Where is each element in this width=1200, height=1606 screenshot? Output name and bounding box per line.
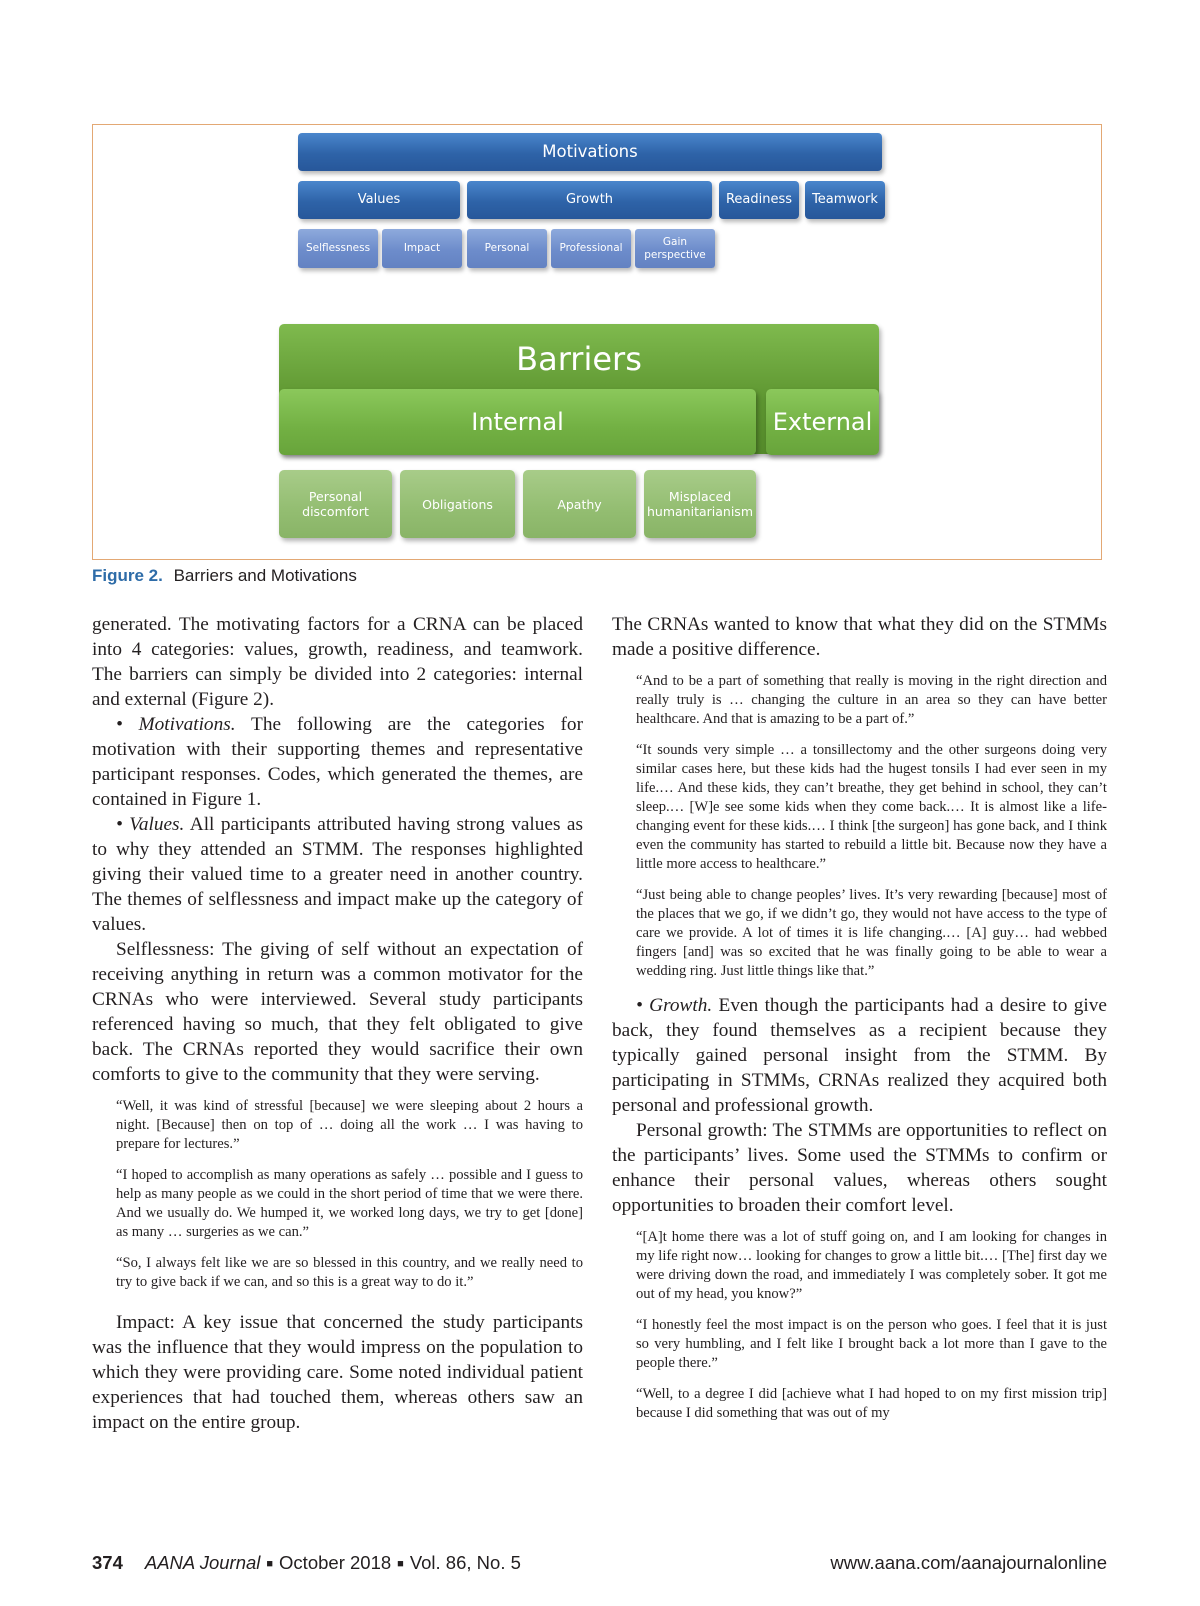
- journal-name: AANA Journal: [144, 1552, 261, 1573]
- misplaced-humanitarianism-box: [644, 470, 756, 538]
- paragraph: The CRNAs wanted to know that what they did on the STMMs made a positive difference.: [612, 614, 1107, 660]
- values-text: All participants attributed having strong values as to why they attended an STMM. The responses highlighted giving their valued time to a greater need in another country. The themes of selflessness and impact make up the category of values.: [92, 814, 583, 935]
- values-heading: • Values.: [116, 814, 185, 835]
- quote: “I honestly feel the most impact is on the person who goes. I feel that it is just so very humbling, and I felt like I brought back a lot more than I gave to the people there.”: [636, 1317, 1107, 1371]
- page-footer: [92, 1552, 1107, 1574]
- right-column: [612, 612, 1107, 1435]
- quote: “Just being able to change peoples’ lives. It’s very rewarding [because] most of the places that we go, if we didn’t go, they would not have access to the type of care we provide. A lot of times it is life changing.… [A] guy… had webbed fingers [and] was so excited that he was finally going to be able to wear a wedding ring. Just little things like that.”: [636, 887, 1107, 979]
- figure-caption: [92, 566, 357, 586]
- obligations-box: Obligations: [400, 470, 515, 538]
- quote: “I hoped to accomplish as many operations as safely … possible and I guess to help as many people as we could in the short period of time that we were there. And we usually do. We humped it, we worked long days, we try to get [done] as many … surgeries as we can.”: [116, 1167, 583, 1240]
- professional-growth-box: Professional: [551, 229, 631, 268]
- motivations-paragraph: [92, 712, 583, 812]
- growth-box: Growth: [467, 181, 712, 219]
- personal-discomfort-line2: discomfort: [302, 504, 369, 519]
- issue-date: October 2018: [279, 1552, 392, 1573]
- external-box: External: [766, 389, 879, 455]
- misplaced-line2: humanitarianism: [647, 504, 753, 519]
- personal-growth-paragraph: Personal growth: The STMMs are opportunities to reflect on the participants’ lives. Some used the STMMs to confirm or enhance their personal values, whereas others sought opportunities to broaden their comfort level.: [612, 1120, 1107, 1216]
- growth-text: Even though the participants had a desire to give back, they found themselves as a recipient because they typically gained personal insight from the STMM. By participating in STMMs, CRNAs realized they acquired both personal and professional growth.: [612, 995, 1107, 1116]
- impact-box: Impact: [382, 229, 462, 268]
- motivations-heading: • Motivations.: [116, 714, 236, 735]
- impact-paragraph: Impact: A key issue that concerned the study participants was the influence that they would impress on the population to which they were providing care. Some noted individual patient experiences that had touched them, whereas others saw an impact on the entire group.: [92, 1312, 583, 1433]
- motivations-box: Motivations: [298, 133, 882, 171]
- misplaced-line1: Misplaced: [668, 489, 732, 504]
- quote: “And to be a part of something that really is moving in the right direction and really truly is … changing the culture in an area so they can have better healthcare. And that is amazing to be a part of.”: [636, 673, 1107, 727]
- quote: “So, I always felt like we are so blessed in this country, and we really need to try to give back if we can, and so this is a great way to do it.”: [116, 1255, 583, 1290]
- growth-heading: • Growth.: [636, 995, 713, 1016]
- page-number: 374: [92, 1552, 123, 1573]
- paragraph: generated. The motivating factors for a CRNA can be placed into 4 categories: values, growth, readiness, and teamwork. The barriers can simply be divided into 2 categories: internal and external (Figure 2).: [92, 614, 583, 710]
- figure-frame: [92, 124, 1102, 560]
- values-paragraph: [92, 812, 583, 937]
- growth-paragraph: [612, 993, 1107, 1118]
- readiness-box: Readiness: [719, 181, 799, 219]
- motivations-text: The following are the categories for motivation with their supporting themes and representative participant responses. Codes, which generated the themes, are contained in Figure 1.: [92, 714, 583, 810]
- gain-perspective-line1: Gain: [662, 235, 688, 248]
- internal-box: Internal: [279, 389, 756, 455]
- quote: “It sounds very simple … a tonsillectomy and the other surgeons doing very similar cases here, but these kids had the hugest tonsils I had ever seen in my life.… And these kids, they can’t breathe, they get behind in school, they can’t sleep.… [W]e see some kids when they come back.… It is almost like a life-changing event for these kids.… I think [the surgeon] has gone back, and I think even the community has started to rebuild a little bit. Because now they have a little more access to healthcare.”: [636, 742, 1107, 872]
- quote: “[A]t home there was a lot of stuff going on, and I am looking for changes in my life right now… looking for changes to grow a little bit.… [The] first day we were driving down the road, and immediately I was completely sober. It got me out of my head, you know?”: [636, 1229, 1107, 1302]
- separator-square: ■: [266, 1558, 274, 1570]
- barriers-title: Barriers: [516, 340, 642, 378]
- gain-perspective-line2: perspective: [644, 248, 706, 261]
- personal-discomfort-line1: Personal: [308, 489, 363, 504]
- volume-info: Vol. 86, No. 5: [409, 1552, 521, 1573]
- personal-discomfort-box: [279, 470, 392, 538]
- personal-growth-box: Personal: [467, 229, 547, 268]
- teamwork-box: Teamwork: [805, 181, 885, 219]
- figure-caption-text: Barriers and Motivations: [173, 566, 357, 585]
- journal-url: www.aana.com/aanajournalonline: [830, 1552, 1107, 1573]
- figure-label: Figure 2.: [92, 566, 163, 585]
- quote: “Well, it was kind of stressful [because] we were sleeping about 2 hours a night. [Because] then on top of … doing all the work … I was having to prepare for lectures.”: [116, 1098, 583, 1152]
- separator-square: ■: [397, 1558, 404, 1570]
- selflessness-paragraph: Selflessness: The giving of self without an expectation of receiving anything in return was a common motivator for the CRNAs who were interviewed. Several study participants referenced having so much, that they felt obligated to give back. The CRNAs reported they would sacrifice their own comforts to give to the community that they were serving.: [92, 939, 583, 1085]
- quote: “Well, to a degree I did [achieve what I had hoped to on my first mission trip] because I did something that was out of my: [636, 1386, 1107, 1421]
- left-column: [92, 612, 583, 1435]
- selflessness-box: Selflessness: [298, 229, 378, 268]
- gain-perspective-box: [635, 229, 715, 268]
- values-box: Values: [298, 181, 460, 219]
- apathy-box: Apathy: [523, 470, 636, 538]
